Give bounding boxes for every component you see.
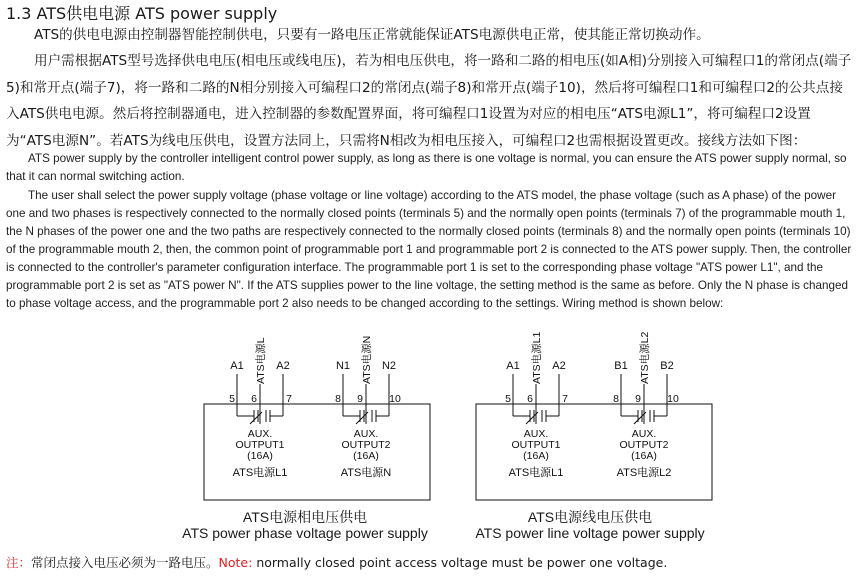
wire-label-nc: A1 xyxy=(230,360,244,372)
note xyxy=(6,553,667,571)
wire-label-common: ATS电源N xyxy=(361,335,373,384)
aux-label: AUX. xyxy=(631,428,657,440)
note-en-label: Note: xyxy=(218,555,253,570)
terminal-number: 8 xyxy=(613,393,619,405)
terminal-number: 7 xyxy=(562,393,568,405)
output-module-box xyxy=(476,404,712,500)
output-rating: (16A) xyxy=(631,450,657,462)
wire-label-nc: B1 xyxy=(614,360,628,372)
diagram-caption-phase-cn: ATS电源相电压供电 xyxy=(242,509,368,525)
section-title: ATS供电电源 ATS power supply xyxy=(36,4,278,23)
output-name: OUTPUT2 xyxy=(619,439,669,451)
terminal-number: 9 xyxy=(357,393,363,405)
en-paragraph-wiring-text: The user shall select the power supply voltage (phase voltage or line voltage) according to the ATS model, the phase voltage (such as A phase) of the power one and two phases is respectively connected to the normally closed points (terminals 5) and the normally open points (terminals 7) of the programmable mouth 1, the N phases of the power one and the two paths are respectively connected to the normally closed points (terminals 8) and the normally open points (terminals 10) of the programmable mouth 2, then, the common point of programmable port 1 and programmable port 2 is connected to the ATS power supply. Then, the controller is connected to the controller's parameter configuration interface. The programmable port 1 is set to the corresponding phase voltage "ATS power L1", and the programmable port 2 is set as "ATS power N". If the ATS supplies power to the line voltage, the setting method is the same as before. Only the N phase is changed to phase voltage access, and the programmable port 2 also needs to be changed according to the settings. Wiring method is shown below: xyxy=(6,189,852,310)
wire-label-common: ATS电源L xyxy=(255,337,267,384)
terminal-number: 6 xyxy=(251,393,257,405)
wire-label-common: ATS电源L1 xyxy=(531,331,543,384)
diagram-caption-line xyxy=(460,509,720,541)
output-module-box xyxy=(204,404,430,500)
aux-label: AUX. xyxy=(353,428,379,440)
wire-label-nc: A1 xyxy=(506,360,520,372)
wire-label-common: ATS电源L2 xyxy=(639,331,651,384)
output-setting: ATS电源L1 xyxy=(232,467,288,479)
output-name: OUTPUT1 xyxy=(511,439,561,451)
aux-label: AUX. xyxy=(247,428,273,440)
output-name: OUTPUT1 xyxy=(235,439,285,451)
wire-label-nc: N1 xyxy=(335,360,351,372)
output-rating: (16A) xyxy=(523,450,549,462)
terminal-number: 10 xyxy=(389,393,401,405)
output-setting: ATS电源L1 xyxy=(508,467,564,479)
terminal-number: 10 xyxy=(667,393,679,405)
aux-label: AUX. xyxy=(523,428,549,440)
diagram-caption-phase-en: ATS power phase voltage power supply xyxy=(182,525,428,541)
terminal-number: 8 xyxy=(335,393,341,405)
output-rating: (16A) xyxy=(247,450,273,462)
terminal-number: 6 xyxy=(527,393,533,405)
note-en-text: normally closed point access voltage must be power one voltage. xyxy=(252,555,668,570)
wire-label-no: B2 xyxy=(660,360,674,372)
terminal-number: 5 xyxy=(505,393,511,405)
cn-paragraph-wiring-text: 用户需根据ATS型号选择供电电压(相电压或线电压)，若为相电压供电，将一路和二路的相电压(如A相)分别接入可编程口1的常闭点(端子5)和常开点(端子7)，将一路和二路的N相分别接入可编程口2的常闭点(端子8)和常开点(端子10)，然后将可编程口1和可编程口2的公共点接入ATS供电电源。然后将控制器通电，进入控制器的参数配置界面，将可编程口1设置为对应的相电压“ATS电源L1”，将可编程口2设置为“ATS电源N”。若ATS为线电压供电，设置方法同上，只需将N相改为相电压接入，可编程口2也需根据设置更改。接线方法如下图： xyxy=(6,53,852,149)
output-setting: ATS电源L2 xyxy=(616,467,672,479)
terminal-number: 9 xyxy=(635,393,641,405)
diagram-caption-phase xyxy=(160,509,450,541)
diagram-caption-line-en: ATS power line voltage power supply xyxy=(475,525,705,541)
wire-label-no: N2 xyxy=(381,360,397,372)
diagram-caption-line-cn: ATS电源线电压供电 xyxy=(527,509,653,525)
terminal-number: 7 xyxy=(286,393,292,405)
output-setting: ATS电源N xyxy=(340,467,392,479)
output-name: OUTPUT2 xyxy=(341,439,391,451)
en-paragraph-intro-text: ATS power supply by the controller intelligent control power supply, as long as there is one voltage is normal, you can ensure the ATS power supply normal, so that it can normal switching action. xyxy=(6,152,847,183)
output-rating: (16A) xyxy=(353,450,379,462)
wire-label-no: A2 xyxy=(276,360,290,372)
wire-label-no: A2 xyxy=(552,360,566,372)
section-number: 1.3 xyxy=(6,4,32,23)
note-cn-text: 常闭点接入电压必须为一路电压。 xyxy=(31,555,219,570)
terminal-number: 5 xyxy=(229,393,235,405)
cn-paragraph-intro-text: ATS的供电电源由控制器智能控制供电，只要有一路电压正常就能保证ATS电源供电正常，使其能正常切换动作。 xyxy=(34,27,710,43)
note-cn-label: 注： xyxy=(6,555,32,570)
